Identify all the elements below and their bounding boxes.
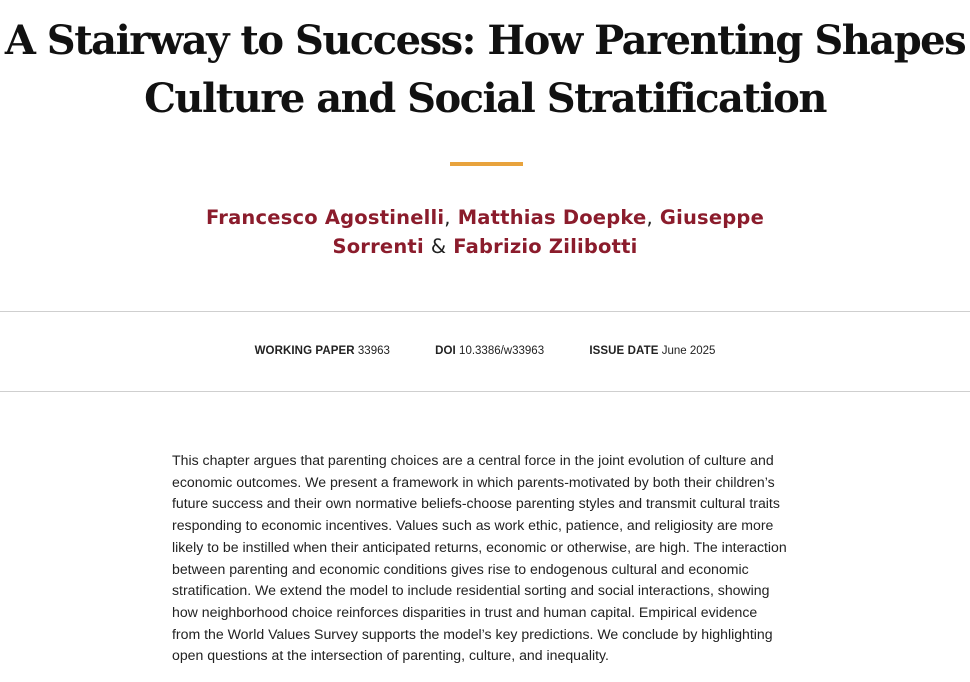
abstract-line: This chapter argues that parenting choices are a central force in the joint evolution of culture and (172, 452, 774, 468)
issue-date (589, 345, 715, 357)
abstract-line: likely to be instilled when their anticipated returns, economic or otherwise, are high. The interaction (172, 538, 787, 555)
doi (435, 345, 544, 357)
author-separator: , (444, 206, 451, 229)
author-list (180, 203, 790, 261)
abstract-line: between parenting and economic conditions gives rise to endogenous cultural and economic (172, 560, 749, 577)
issue-date-value: June 2025 (661, 345, 716, 357)
author-last-name: Sorrenti (332, 235, 424, 258)
working-paper-label: WORKING PAPER (254, 345, 355, 357)
abstract-line: economic outcomes. We present a framework in which parents-motivated by both their children’s (172, 473, 775, 490)
abstract-line: future success and their own normative beliefs-choose parenting styles and transmit cultural traits (172, 495, 780, 512)
abstract-text (172, 450, 812, 667)
abstract-line: stratification. We extend the model to include residential sorting and social interactions, showing (172, 582, 770, 599)
page-title (0, 12, 970, 128)
doi-value[interactable]: 10.3386/w33963 (459, 345, 545, 357)
abstract-line: how neighborhood choice reinforces disparities in trust and human capital. Empirical evidence (172, 603, 758, 620)
author-link-agostinelli[interactable]: Francesco Agostinelli (205, 206, 445, 229)
doi-label: DOI (435, 345, 456, 357)
author-separator: , (646, 206, 653, 229)
title-line-2: Culture and Social Stratification (144, 75, 826, 122)
author-first-name: Giuseppe (659, 206, 765, 229)
working-paper-value: 33963 (357, 345, 390, 357)
issue-date-label: ISSUE DATE (589, 345, 659, 357)
paper-metadata-row (0, 345, 970, 357)
accent-divider (450, 162, 523, 166)
author-link-doepke[interactable]: Matthias Doepke (457, 206, 647, 229)
abstract-line: from the World Values Survey supports the model’s key predictions. We conclude by highlighting (172, 625, 773, 642)
title-line-1: A Stairway to Success: How Parenting Shapes (4, 17, 966, 64)
author-link-zilibotti[interactable]: Fabrizio Zilibotti (453, 235, 638, 258)
abstract-line: responding to economic incentives. Values such as work ethic, patience, and religiosity are more (172, 517, 774, 534)
paper-metadata-band (0, 311, 970, 392)
abstract-line: open questions at the intersection of parenting, culture, and inequality. (172, 647, 609, 664)
working-paper-number (255, 345, 390, 357)
author-separator-and: & (430, 235, 447, 258)
